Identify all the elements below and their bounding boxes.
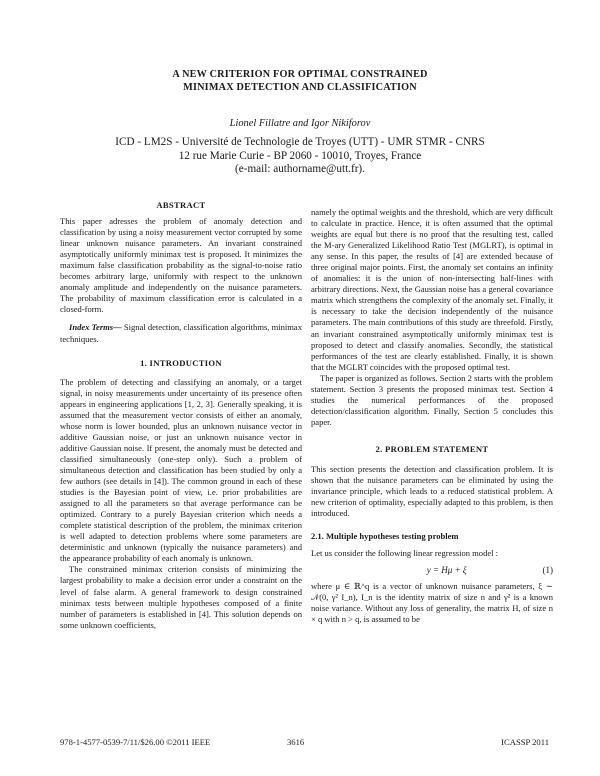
- problem-statement-heading: 2. PROBLEM STATEMENT: [375, 443, 489, 454]
- index-terms-label: Index Terms—: [69, 322, 122, 333]
- index-terms-text: Signal detection, classification algorithms, minimax techniques.: [60, 322, 302, 344]
- footer-page-number: 3616: [287, 737, 305, 747]
- subsection-heading: 2.1. Multiple hypotheses testing problem: [311, 531, 459, 542]
- right-paragraph-2: The paper is organized as follows. Section 2 starts with the problem statement. Section 3 presents the proposed minimax test. Section 4 studies the numerical performances of the proposed detection/classification algorithm. Finally, Section 5 concludes this paper.: [311, 372, 553, 427]
- introduction-paragraph-2: The constrained minimax criterion consists of minimizing the largest probability to make a decision error under a constraint on the level of false alarm. A general framework to design constrained minimax tests between multiple hypotheses composed of a finite number of parameters is established in [4]. This solution depends on some unknown coefficients,: [60, 564, 302, 630]
- title-line-1: A NEW CRITERION FOR OPTIMAL CONSTRAINED: [172, 69, 428, 80]
- equation-row: [311, 559, 553, 581]
- footer-conference: ICASSP 2011: [501, 737, 549, 747]
- right-paragraph-1: namely the optimal weights and the threshold, which are very difficult to calculate in practice. Hence, it is often assumed that the optimal weights are equal but there is no proof that the resulting test, called the M-ary Generalized Likelihood Ratio Test (MGLRT), is optimal in any sense. In this paper, the results of [4] are extended because of three original major points. First, the anomaly set contains an infinity of anomalies: it is the union of non-intersecting half-lines with arbitrary directions. Next, the Gaussian noise has a general covariance matrix which strengthens the complexity of the anomaly set. Finally, it is necessary to take the decision independently of the nuisance parameters. The main contributions of this study are threefold. Firstly, an invariant constrained asymptotically uniformly minimax test is proposed to detect and classify anomalies. Secondly, the statistical performances of the test are clearly established. Finally, it is shown that the MGLRT coincides with the proposed optimal test.: [311, 207, 553, 372]
- abstract-text: This paper adresses the problem of anomaly detection and classification by using a noisy measurement vector corrupted by some linear unknown nuisance parameters. An invariant constrained asymptotically uniformly minimax test is proposed. It minimizes the maximum false classification probability as the signal-to-noise ratio becomes arbitrary large, uniformly with respect to the unknown anomaly amplitude and independently on the nuisance parameters. The probability of maximum classification error is calculated in a closed-form.: [60, 216, 302, 315]
- affiliation-line-2: 12 rue Marie Curie - BP 2060 - 10010, Troyes, France: [178, 149, 422, 162]
- problem-statement-paragraph: This section presents the detection and classification problem. It is shown that the nuisance parameters can be eliminated by using the invariance principle, which leads to a reduced statistical problem. A new criterion of optimality, especially adapted to this problem, is then introduced.: [311, 463, 553, 519]
- introduction-heading: 1. INTRODUCTION: [140, 357, 222, 368]
- abstract-heading: ABSTRACT: [156, 200, 206, 210]
- paper-title: [60, 68, 540, 94]
- footer-copyright: 978-1-4577-0539-7/11/$26.00 ©2011 IEEE: [60, 737, 211, 747]
- authors: Lionel Fillatre and Igor Nikiforov: [229, 118, 371, 129]
- title-line-2: MINIMAX DETECTION AND CLASSIFICATION: [183, 82, 417, 93]
- equation: y = Hμ + ξ: [426, 564, 467, 575]
- left-column: [60, 200, 302, 631]
- subsection-intro: Let us consider the following linear regression model :: [311, 548, 499, 559]
- equation-number: (1): [542, 564, 553, 575]
- affiliation-line-3: (e-mail: authorname@utt.fr).: [235, 163, 365, 175]
- right-column: [311, 207, 553, 626]
- affiliation: [60, 136, 540, 177]
- index-terms: [60, 322, 302, 344]
- affiliation-line-1: ICD - LM2S - Université de Technologie de Troyes (UTT) - UMR STMR - CNRS: [115, 136, 485, 148]
- introduction-paragraph-1: The problem of detecting and classifying an anomaly, or a target signal, in noisy measurements under uncertainty of its presence often appears in engineering applications [1, 2, 3]. Generally speaking, it is assumed that the measurement vector consists of either an anomaly, whose norm is lower bounded, plus an unknown nuisance vector in additive Gaussian noise, or just an unknown nuisance vector in additive Gaussian noise. If present, the anomaly must be detected and classified simultaneously (one-step only). Such a problem of simultaneous detection and classification has been studied by only a few authors (see details in [4]). The common ground in each of these studies is the Bayesian point of view, i.e. prior probabilities are assigned to all the parameters so that average performance can be optimized. Contrary to a purely Bayesian criterion which needs a complete statistical description of the problem, the minimax criterion is well adapted to detection problems where some parameters are deterministic and unknown (typically the nuisance parameters) and the appearance probability of each anomaly is unknown.: [60, 376, 302, 564]
- subsection-paragraph: where μ ∈ ℝ^q is a vector of unknown nuisance parameters, ξ ∼ 𝒩(0, γ² I_n), I_n is the identity matrix of size n and γ² is a known noise variance. Without any loss of generality, the matrix H, of size n × q with n > q, is assumed to be: [311, 581, 553, 625]
